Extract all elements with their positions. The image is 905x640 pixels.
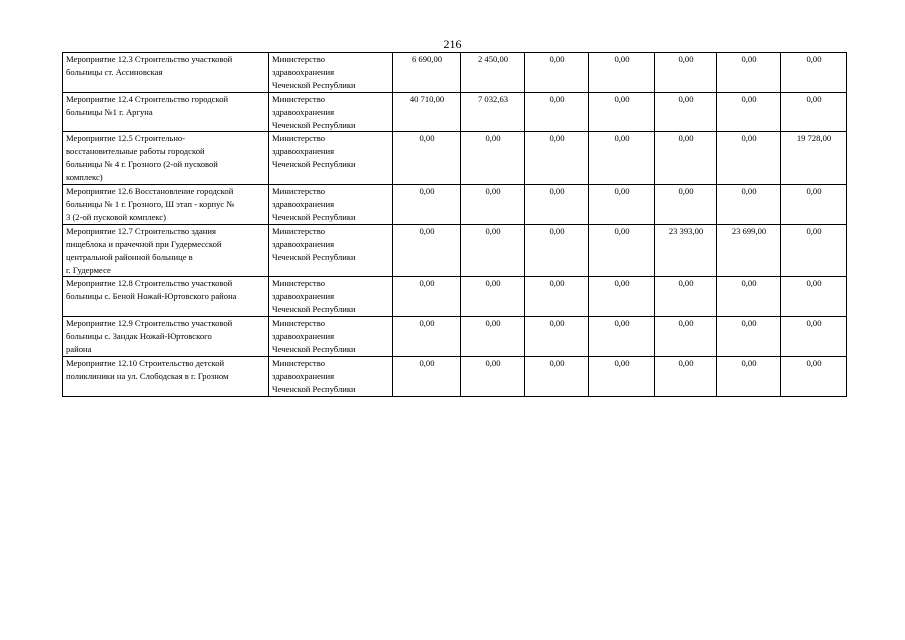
amount-cell: 0,00 [781, 317, 847, 357]
executor-cell [269, 185, 393, 225]
amount-cell: 0,00 [589, 92, 655, 132]
executor-text-line: Чеченской Республики [272, 211, 356, 222]
activity-text-line: Мероприятие 12.10 Строительство детской [66, 357, 225, 368]
amount-cell: 0,00 [461, 356, 525, 396]
amount-cell: 0,00 [781, 224, 847, 277]
executor-cell [269, 92, 393, 132]
amount-cell: 0,00 [717, 185, 781, 225]
executor-cell [269, 132, 393, 185]
amount-cell: 0,00 [589, 53, 655, 93]
amount-cell: 0,00 [525, 224, 589, 277]
amount-cell: 0,00 [655, 277, 717, 317]
amount-cell: 0,00 [589, 132, 655, 185]
executor-text-line: Чеченской Республики [272, 119, 356, 130]
amount-cell: 0,00 [461, 277, 525, 317]
activity-text-line: пищеблока и прачечной при Гудермесской [66, 238, 222, 249]
amount-cell: 0,00 [655, 185, 717, 225]
executor-cell [269, 277, 393, 317]
amount-cell: 0,00 [781, 356, 847, 396]
table-row [63, 277, 847, 317]
activity-cell [63, 224, 269, 277]
activity-cell [63, 185, 269, 225]
activity-text-line: центральной районной больнице в [66, 251, 193, 262]
amount-cell: 0,00 [655, 317, 717, 357]
amount-cell: 0,00 [589, 277, 655, 317]
executor-text-line: Чеченской Республики [272, 383, 356, 394]
activity-text-line: г. Гудермесе [66, 264, 111, 275]
activity-cell [63, 277, 269, 317]
executor-text-line: Министерство [272, 318, 325, 329]
table-row [63, 185, 847, 225]
executor-text-line: Чеченской Республики [272, 159, 356, 170]
executor-text-line: здравоохранения [272, 146, 335, 157]
amount-cell: 0,00 [393, 224, 461, 277]
activity-text-line: больницы № 4 г. Грозного (2-ой пусковой [66, 159, 218, 170]
amount-cell: 23 699,00 [717, 224, 781, 277]
activity-text-line: комплекс) [66, 172, 103, 183]
activity-text-line: Мероприятие 12.3 Строительство участковой [66, 54, 233, 64]
amount-cell: 0,00 [393, 185, 461, 225]
activity-text-line: больницы №1 г. Аргуна [66, 106, 153, 117]
amount-cell: 0,00 [461, 224, 525, 277]
table-body [63, 53, 847, 397]
amount-cell: 0,00 [525, 356, 589, 396]
activity-cell [63, 92, 269, 132]
executor-cell [269, 53, 393, 93]
table-row [63, 132, 847, 185]
amount-cell: 0,00 [589, 185, 655, 225]
executor-text-line: Министерство [272, 225, 325, 236]
amount-cell: 0,00 [525, 317, 589, 357]
amount-cell: 0,00 [589, 224, 655, 277]
amount-cell: 0,00 [781, 185, 847, 225]
executor-text-line: Чеченской Республики [272, 304, 356, 315]
amount-cell: 0,00 [393, 277, 461, 317]
amount-cell: 0,00 [781, 92, 847, 132]
amount-cell: 0,00 [589, 356, 655, 396]
executor-text-line: здравоохранения [272, 370, 335, 381]
executor-cell [269, 356, 393, 396]
page-number: 216 [443, 37, 462, 51]
table-row [63, 92, 847, 132]
activity-cell [63, 356, 269, 396]
amount-cell: 7 032,63 [461, 92, 525, 132]
amount-cell: 0,00 [525, 53, 589, 93]
activity-text-line: Мероприятие 12.9 Строительство участковой [66, 318, 233, 329]
activity-text-line: больницы № 1 г. Грозного, Ш этап - корпус № [66, 198, 235, 209]
activity-text-line: Мероприятие 12.5 Строительно- [66, 133, 186, 144]
amount-cell: 0,00 [461, 132, 525, 185]
activity-cell [63, 317, 269, 357]
executor-text-line: здравоохранения [272, 66, 335, 77]
amount-cell: 0,00 [655, 132, 717, 185]
amount-cell: 0,00 [717, 92, 781, 132]
activity-text-line: Мероприятие 12.7 Строительство здания [66, 225, 216, 236]
amount-cell: 0,00 [655, 92, 717, 132]
amount-cell: 0,00 [525, 185, 589, 225]
activity-text-line: восстановительные работы городской [66, 146, 205, 157]
activity-text-line: больницы с. Зандак Ножай-Юртовского [66, 331, 212, 342]
amount-cell: 19 728,00 [781, 132, 847, 185]
amount-cell: 23 393,00 [655, 224, 717, 277]
table-row [63, 356, 847, 396]
amount-cell: 0,00 [393, 356, 461, 396]
table-row [63, 53, 847, 93]
executor-text-line: Министерство [272, 54, 325, 64]
executor-text-line: здравоохранения [272, 238, 335, 249]
amount-cell: 0,00 [461, 185, 525, 225]
amount-cell: 0,00 [461, 317, 525, 357]
amount-cell: 0,00 [525, 92, 589, 132]
amount-cell: 0,00 [655, 53, 717, 93]
amount-cell: 0,00 [717, 356, 781, 396]
activity-text-line: больницы с. Беной Ножай-Юртовского района [66, 291, 237, 302]
executor-text-line: здравоохранения [272, 331, 335, 342]
amount-cell: 0,00 [717, 132, 781, 185]
program-activities-table [62, 52, 847, 397]
executor-text-line: Чеченской Республики [272, 343, 356, 354]
activity-text-line: Мероприятие 12.6 Восстановление городской [66, 186, 234, 197]
executor-cell [269, 317, 393, 357]
amount-cell: 0,00 [525, 277, 589, 317]
amount-cell: 0,00 [717, 277, 781, 317]
executor-text-line: Чеченской Республики [272, 251, 356, 262]
executor-cell [269, 224, 393, 277]
executor-text-line: здравоохранения [272, 291, 335, 302]
executor-text-line: Министерство [272, 93, 325, 104]
amount-cell: 0,00 [393, 317, 461, 357]
table-row [63, 224, 847, 277]
executor-text-line: Министерство [272, 186, 325, 197]
activity-cell [63, 53, 269, 93]
amount-cell: 0,00 [525, 132, 589, 185]
activity-text-line: Мероприятие 12.4 Строительство городской [66, 93, 229, 104]
activity-cell [63, 132, 269, 185]
activity-text-line: Мероприятие 12.8 Строительство участковой [66, 278, 233, 289]
executor-text-line: Министерство [272, 357, 325, 368]
amount-cell: 40 710,00 [393, 92, 461, 132]
activity-text-line: района [66, 343, 92, 354]
amount-cell: 0,00 [589, 317, 655, 357]
amount-cell: 0,00 [781, 277, 847, 317]
activity-text-line: больницы ст. Ассиновская [66, 66, 163, 77]
table-row [63, 317, 847, 357]
executor-text-line: Чеченской Республики [272, 79, 356, 90]
amount-cell: 0,00 [393, 132, 461, 185]
amount-cell: 0,00 [717, 53, 781, 93]
activity-text-line: 3 (2-ой пусковой комплекс) [66, 211, 166, 222]
amount-cell: 0,00 [781, 53, 847, 93]
activity-text-line: поликлиники на ул. Слободская в г. Грозном [66, 370, 229, 381]
executor-text-line: здравоохранения [272, 198, 335, 209]
executor-text-line: Министерство [272, 133, 325, 144]
amount-cell: 0,00 [655, 356, 717, 396]
amount-cell: 0,00 [717, 317, 781, 357]
executor-text-line: здравоохранения [272, 106, 335, 117]
executor-text-line: Министерство [272, 278, 325, 289]
amount-cell: 2 450,00 [461, 53, 525, 93]
amount-cell: 6 690,00 [393, 53, 461, 93]
